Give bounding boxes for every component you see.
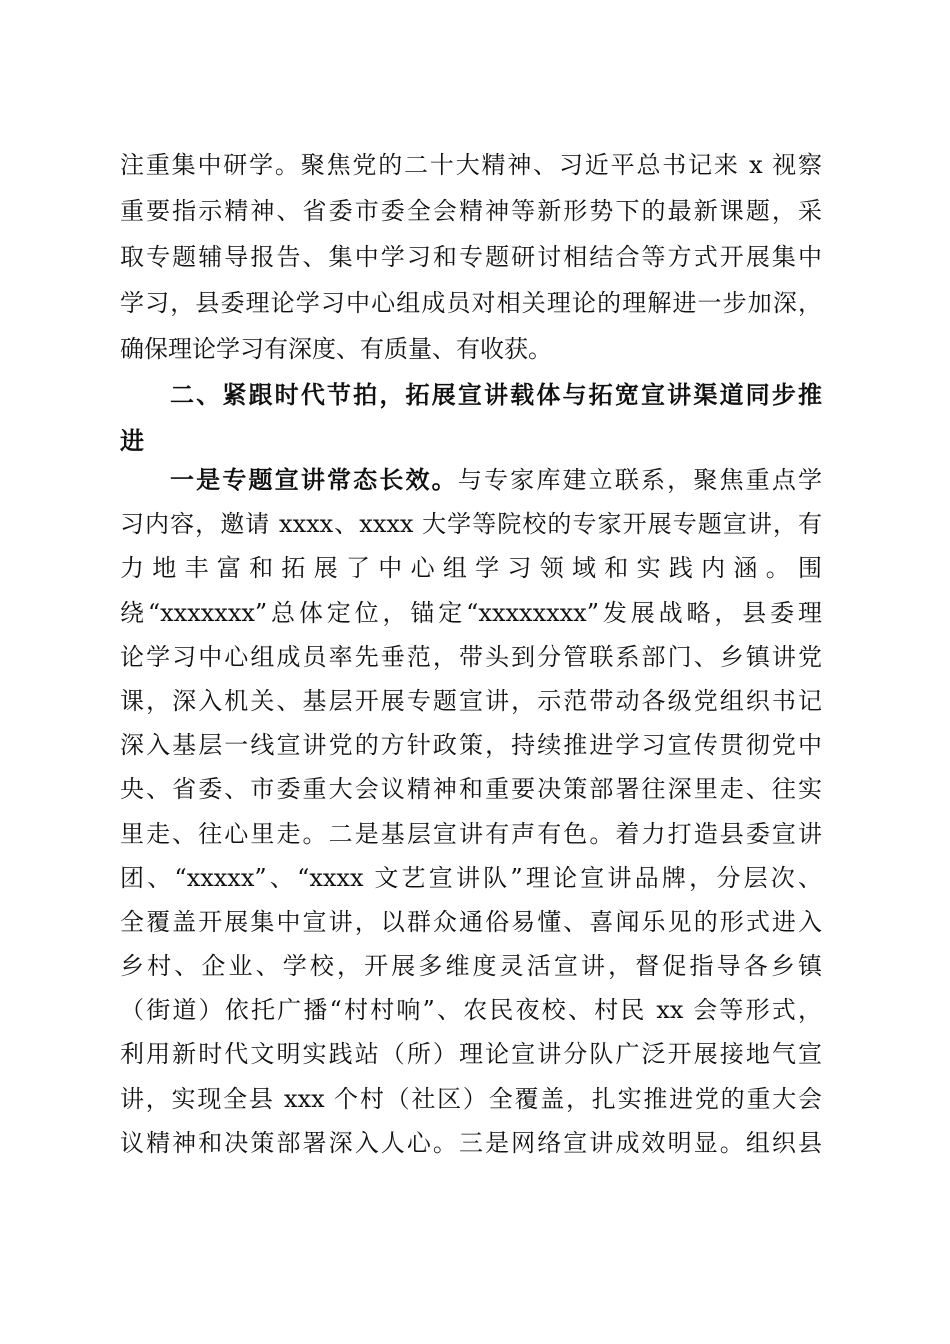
body-line: 里走、往心里走。二是基层宣讲有声有色。着力打造县委宣讲 [120, 819, 822, 848]
body-line: 注重集中研学。聚焦党的二十大精神、习近平总书记来 x 视察 [120, 151, 822, 179]
body-line: 课，深入机关、基层开展专题宣讲，示范带动各级党组织书记 [120, 686, 822, 715]
body-line: 全覆盖开展集中宣讲，以群众通俗易懂、喜闻乐见的形式进入 [120, 907, 822, 936]
body-line: 确保理论学习有深度、有质量、有收获。 [120, 335, 552, 363]
lead-text: 与专家库建立联系，聚焦重点学 [457, 466, 823, 494]
body-line: 议精神和决策部署深入人心。三是网络宣讲成效明显。组织县 [120, 1128, 822, 1157]
lead-bold-text: 一是专题宣讲常态长效。 [170, 465, 458, 494]
body-line: 取专题辅导报告、集中学习和专题研讨相结合等方式开展集中 [120, 243, 822, 271]
body-line: 央、省委、市委重大会议精神和重要决策部署往深里走、往实 [120, 775, 822, 804]
body-line: 团、“xxxxx”、“xxxx 文艺宣讲队”理论宣讲品牌，分层次、 [120, 863, 822, 892]
body-line: 习内容，邀请 xxxx、xxxx 大学等院校的专家开展专题宣讲，有 [120, 510, 822, 539]
body-line: 重要指示精神、省委市委全会精神等新形势下的最新课题，采 [120, 197, 822, 225]
body-line: 论学习中心组成员率先垂范，带头到分管联系部门、乡镇讲党 [120, 642, 822, 671]
body-line: 乡村、企业、学校，开展多维度灵活宣讲，督促指导各乡镇 [120, 952, 822, 981]
section-heading-cont: 进 [120, 426, 144, 455]
body-line: 利用新时代文明实践站（所）理论宣讲分队广泛开展接地气宣 [120, 1040, 822, 1069]
body-line [120, 458, 822, 502]
body-line: 学习，县委理论学习中心组成员对相关理论的理解进一步加深， [120, 289, 822, 317]
body-line: 深入基层一线宣讲党的方针政策，持续推进学习宣传贯彻党中 [120, 731, 822, 760]
body-line: （街道）依托广播“村村响”、农民夜校、村民 xx 会等形式， [120, 996, 822, 1025]
body-line: 力地丰富和拓展了中心组学习领域和实践内涵。围 [120, 554, 822, 583]
section-1 [120, 142, 822, 464]
section-2 [120, 458, 822, 1165]
section-heading: 二、紧跟时代节拍，拓展宣讲载体与拓宽宣讲渠道同步推 [170, 380, 822, 409]
body-line: 绕“xxxxxxx”总体定位，锚定“xxxxxxxx”发展战略，县委理 [120, 598, 822, 627]
body-line: 讲，实现全县 xxx 个村（社区）全覆盖，扎实推进党的重大会 [120, 1084, 822, 1113]
